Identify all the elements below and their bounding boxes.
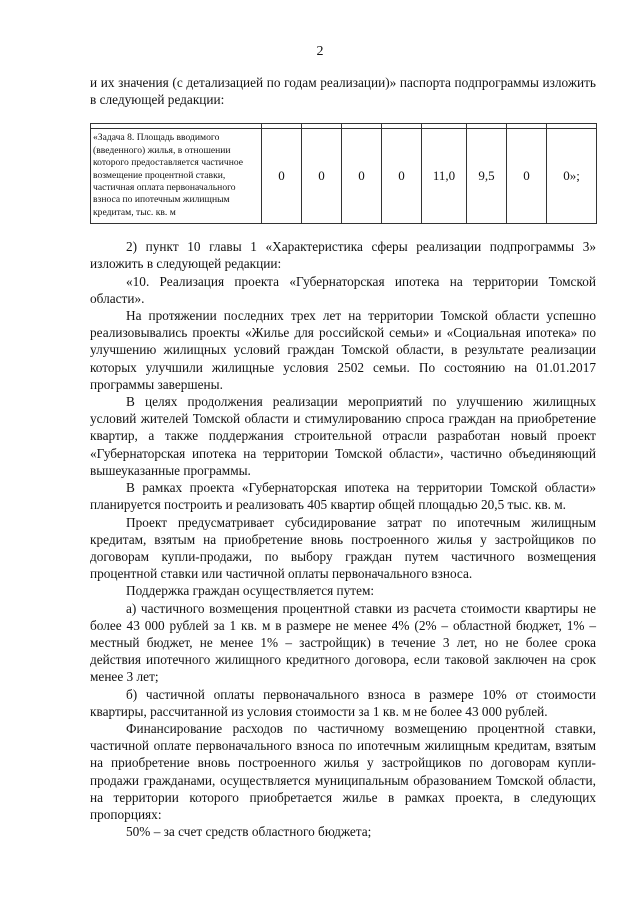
table-row [91,129,597,224]
table-cell: 0 [342,129,382,224]
table-cell: 0 [382,129,422,224]
intro-paragraph: и их значения (с детализацией по годам реализации)» паспорта подпрограммы изложить в следующей редакции: [90,75,596,108]
table-cell: 9,5 [467,129,507,224]
list-item: а) частичного возмещения процентной ставки из расчета стоимости квартиры не более 43 000 рублей за 1 кв. м в размере не менее 4% (2% – областной бюджет, 1% – местный бюджет, не менее 1% – застройщик) в течение 3 лет, но не более срока действия ипотечного жилищного кредитного договора, если таковой заключен на срок менее 3 лет; [90,600,596,685]
paragraph: Финансирование расходов по частичному возмещению процентной ставки, частичной оплате первоначального взноса по ипотечным жилищным кредитам, взятым на приобретение вновь построенного жилья у застройщиков по договорам купли-продажи гражданами, осуществляется муниципальным образованием Томской области, на территории которого приобретается жилье в рамках проекта, в следующих пропорциях: [90,720,596,822]
paragraph: На протяжении последних трех лет на территории Томской области успешно реализовывались проекты «Жилье для российской семьи» и «Социальная ипотека» по улучшению жилищных условий граждан Томской области, в результате реализации которых улучшили жилищные условия 2502 семьи. По состоянию на 01.01.2017 программы завершены. [90,308,596,392]
table-cell: 0 [262,129,302,224]
paragraph-item-2: 2) пункт 10 главы 1 «Характеристика сферы реализации подпрограммы 3» изложить в следующей редакции: [90,239,596,272]
table-cell: 0»; [547,129,597,224]
document-body [90,74,596,840]
table-cell: 11,0 [422,129,467,224]
table-cell: 0 [302,129,342,224]
paragraph: 50% – за счет средств областного бюджета; [126,824,372,840]
table-row-label: «Задача 8. Площадь вводимого (введенного) жилья, в отношении которого предоставляется частичное возмещение процентной ставки, частичная оплата первоначального взноса по ипотечным жилищным кредитам, тыс. кв. м [91,129,262,224]
indicator-table [90,123,597,224]
paragraph-section-10-title: «10. Реализация проекта «Губернаторская ипотека на территории Томской области». [90,273,596,306]
list-item: б) частичной оплаты первоначального взноса в размере 10% от стоимости квартиры, рассчитанной из условия стоимости за 1 кв. м не более 43 000 рублей. [90,686,596,719]
page-number: 2 [316,44,324,59]
paragraph: Проект предусматривает субсидирование затрат по ипотечным жилищным кредитам, взятым на приобретение вновь построенного жилья у застройщиков по договорам купли-продажи, по выбору граждан путем частичного возмещения процентной ставки или частичной оплаты первоначального взноса. [90,514,596,582]
paragraph: Поддержка граждан осуществляется путем: [126,583,375,599]
paragraph: В целях продолжения реализации мероприятий по улучшению жилищных условий жителей Томской области и стимулированию спроса граждан на приобретение квартир, а также поддержания строительной отрасли разработан новый проект «Губернаторская ипотека на территории Томской области», частично объединяющий вышеуказанные программы. [90,394,596,478]
paragraph: В рамках проекта «Губернаторская ипотека на территории Томской области» планируется построить и реализовать 405 квартир общей площадью 20,5 тыс. кв. м. [90,480,596,513]
table-cell: 0 [507,129,547,224]
